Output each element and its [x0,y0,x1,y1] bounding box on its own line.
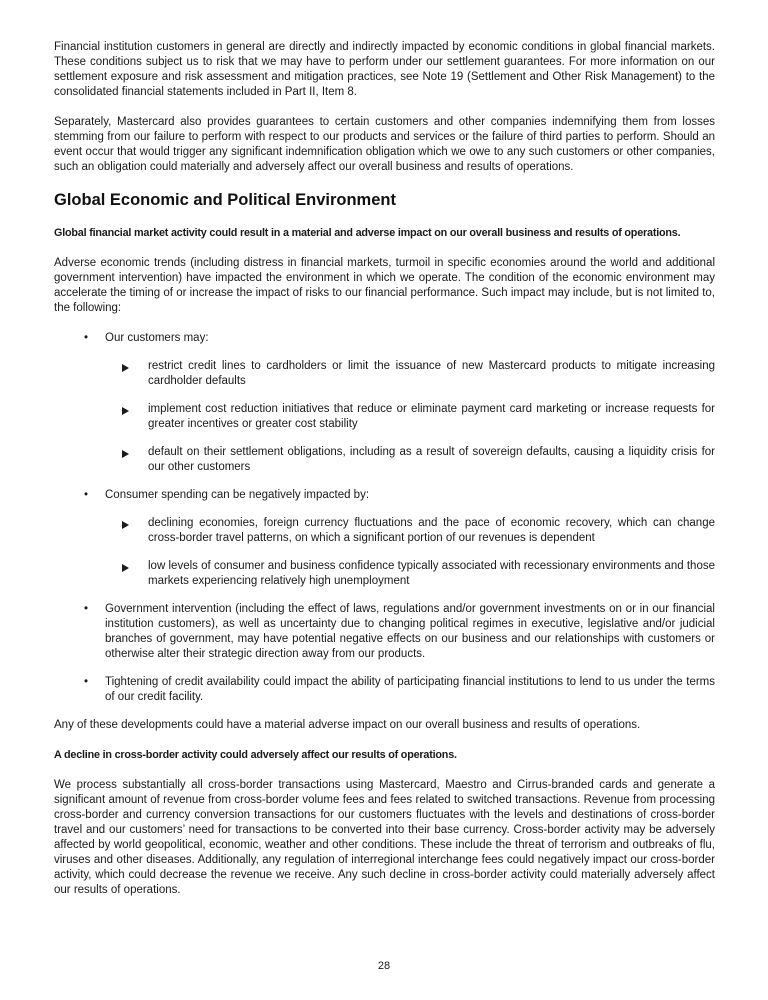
sub-bullet-text: restrict credit lines to cardholders or limit the issuance of new Mastercard products to mitigate increasing cardholder defaults [148,360,715,387]
sub-bullet-item-cost-reduction [122,402,715,432]
bullet-text: Our customers may: [105,332,209,344]
sub-bullet-text: low levels of consumer and business confidence typically associated with recessionary environments and those markets experiencing relatively high unemployment [148,560,715,587]
arrowhead-bullet-icon [122,445,148,475]
sub-bullet-text: implement cost reduction initiatives that reduce or eliminate payment card marketing or increase requests for greater incentives or greater cost stability [148,403,715,430]
bullet-item-government-intervention [84,602,715,662]
risk-statement-global-financial: Global financial market activity could result in a material and adverse impact on our overall business and results of operations. [54,227,681,239]
bullet-text: Tightening of credit availability could impact the ability of participating financial institutions to lend to us under the terms of our credit facility. [105,676,715,703]
arrowhead-bullet-icon [122,559,148,589]
paragraph-cross-border-transactions: We process substantially all cross-border transactions using Mastercard, Maestro and Cirrus-branded cards and generate a significant amount of revenue from cross-border volume fees and fees related to switched transactions. Revenue from processing cross-border and currency conversion transactions for our customers fluctuates with the levels and destinations of cross-border travel and our customers’ need for transactions to be converted into their base currency. Cross-border activity may be adversely affected by world geopolitical, economic, weather and other conditions. These include the threat of terrorism and outbreaks of flu, viruses and other diseases. Additionally, any regulation of interregional interchange fees could negatively impact our cross-border activity, which could decrease the revenue we receive. Any such decline in cross-border activity could materially adversely affect our results of operations. [54,779,715,896]
arrowhead-bullet-icon [122,359,148,389]
bullet-icon: • [84,676,89,688]
bullet-item-consumer-spending [84,488,715,503]
bullet-icon: • [84,332,89,344]
paragraph-financial-institution: Financial institution customers in general are directly and indirectly impacted by economic conditions in global financial markets. These conditions subject us to risk that we may have to perform under our settlement guarantees. For more information on our settlement exposure and risk assessment and mitigation practices, see Note 19 (Settlement and Other Risk Management) to the consolidated financial statements included in Part II, Item 8. [54,41,715,98]
paragraph-adverse-economic-trends: Adverse economic trends (including distress in financial markets, turmoil in specific economies around the world and additional government intervention) have impacted the environment in which we operate. The condition of the economic environment may accelerate the timing of or increase the impact of risks to our financial performance. Such impact may include, but is not limited to, the following: [54,257,715,314]
sub-bullet-text: declining economies, foreign currency fluctuations and the pace of economic recovery, which can change cross-border travel patterns, on which a significant portion of our revenues is dependent [148,517,715,544]
section-heading: Global Economic and Political Environment [54,191,396,209]
paragraph-separately-mastercard: Separately, Mastercard also provides guarantees to certain customers and other companies indemnifying them from losses stemming from our failure to perform with respect to our products and services or the failure of third parties to perform. Should an event occur that would trigger any significant indemnification obligation which we owe to any such customers or other companies, such an obligation could materially and adversely affect our overall business and results of operations. [54,116,715,173]
paragraph-any-developments: Any of these developments could have a material adverse impact on our overall business and results of operations. [54,719,641,731]
bullet-item-customers [84,331,715,346]
sub-bullet-text: default on their settlement obligations, including as a result of sovereign defaults, causing a liquidity crisis for our other customers [148,446,715,473]
bullet-icon: • [84,489,89,501]
bullet-text: Government intervention (including the effect of laws, regulations and/or government investments on or in our financial institution customers), as well as uncertainty due to changing political regimes in executive, legislative and/or judicial branches of government, may have potential negative effects on our business and our relationships with customers or otherwise alter their strategic direction away from our products. [105,603,715,660]
arrowhead-bullet-icon [122,402,148,432]
sub-bullet-item-restrict-credit [122,359,715,389]
sub-bullet-item-low-confidence [122,559,715,589]
bullet-item-credit-tightening [84,675,715,705]
bullet-text: Consumer spending can be negatively impacted by: [105,489,370,501]
sub-bullet-item-declining-economies [122,516,715,546]
page-number: 28 [377,960,391,972]
risk-statement-cross-border: A decline in cross-border activity could adversely affect our results of operations. [54,749,457,761]
bullet-icon: • [84,603,89,615]
arrowhead-bullet-icon [122,516,148,546]
sub-bullet-item-settlement-default [122,445,715,475]
